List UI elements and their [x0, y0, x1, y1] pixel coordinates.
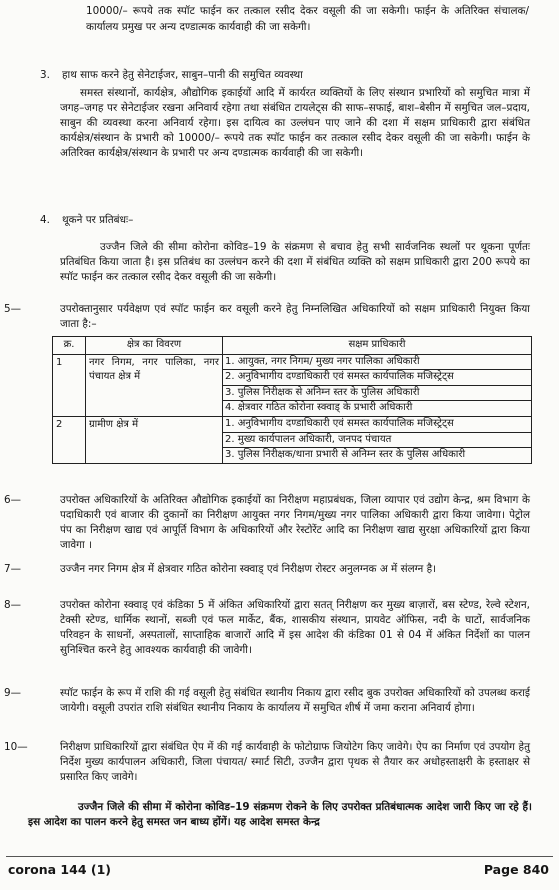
table-header-row	[53, 337, 532, 355]
closing-paragraph: उज्जैन जिले की सीमा में कोरोना कोविड–19 संक्रमण रोकने के लिए उपरोक्त प्रतिबंधात्मक आदेश जारी किए जा रहे हैं। इस आदेश का पालन करने हेतु समस्त जन बाध्य होंगें। यह आदेश समस्त केन्द्र	[28, 801, 532, 828]
table-cell-authorities	[223, 416, 532, 463]
authority-item: 2. मुख्य कार्यपालन अधिकारी, जनपद पंचायत	[223, 433, 531, 449]
authority-item: 3. पुलिस निरीक्षक से अनिम्न स्तर के पुलिस अधिकारी	[223, 386, 531, 402]
item-10-body: निरीक्षण प्राधिकारियों द्वारा संबंधित ऐप में की गई कार्यवाही के फोटोग्राफ जियोटेग किए जावेगे। ऐप का निर्माण एवं उपयोग हेतु निर्देश मुख्य कार्यपालन अधिकारी, जिला पंचायत/ स्मार्ट सिटी, उज्जैन द्वारा पृथक से तैयार कर अधोहस्ताक्षरी के हस्ताक्षर से प्रसारित किए जावेगे।	[60, 741, 530, 783]
authority-table	[52, 336, 532, 464]
footer-filename: corona 144 (1)	[8, 862, 112, 877]
item-10-number: 10—	[4, 741, 28, 753]
table-row	[53, 416, 532, 463]
table-cell-sno: 1	[53, 354, 86, 416]
top-paragraph: 10000/– रूपये तक स्पॉट फाईन कर तत्काल रसीद देकर वसूली की जा सकेगी। फाईन के अतिरिक्त संचालक/कार्यालय प्रमुख पर अन्य दण्डात्मक कार्यवाही की जा सकेगी।	[86, 5, 529, 33]
table-header: क्षेत्र का विवरण	[86, 337, 223, 355]
item-8-body: उपरोक्त कोरोना स्क्वाड् एवं कंडिका 5 में अंकित अधिकारियों द्वारा सतत् निरीक्षण कर मुख्य बाज़ारों, बस स्टेण्ड, रेल्वे स्टेशन, टेक्सी स्टेण्ड, धार्मिक स्थानों, सब्जी एवं फल मार्केट, बैंक, शासकीय संस्थान, प्रायवेट ऑफिस, नदी के घाटों, सार्वजनिक परिवहन के साधनों, अस्पतालों, साप्ताहिक बाजारों आदि में इस आदेश की कंडिका 01 से 04 में अंकित निर्देशों का पालन सुनिश्चित करने हेतु आवश्यक कार्यवाही की जावेगी।	[60, 599, 530, 656]
footer-page-number: Page 840	[483, 862, 549, 877]
item-6-body: उपरोक्त अधिकारियों के अतिरिक्त औद्योगिक इकाईयों का निरीक्षण महाप्रबंधक, जिला व्यापार एवं उद्योग केन्द्र, श्रम विभाग के पदाधिकारी एवं बाजार की दुकानों का निरीक्षण आयुक्त नगर निगम/मुख्य नगर पालिका अधिकारी द्वारा किया जावेगा। पेट्रोल पंप का निरीक्षण खाद्य एवं आपूर्ति विभाग के अधिकारियों और रेस्टोरेंट आदि का निरीक्षण खाद्य सुरक्षा अधिकारियों द्वारा किया जावेगा ।	[60, 494, 530, 551]
item-3-number: 3.	[40, 69, 50, 81]
item-4-title: थूकने पर प्रतिबंधः–	[62, 214, 134, 226]
item-8-number: 8—	[4, 599, 22, 611]
table-cell-authorities	[223, 354, 532, 416]
table-cell-area: नगर निगम, नगर पालिका, नगर पंचायत क्षेत्र में	[86, 354, 223, 416]
footer-divider	[6, 856, 553, 857]
item-3-body: समस्त संस्थानों, कार्यक्षेत्र, औद्योगिक इकाईयों आदि में कार्यरत व्यक्तियों के लिए संस्थान प्रभारियों को समुचित मात्रा में जगह–जगह पर सेनेटाईजर रखना अनिवार्य रहेगा तथा संबंधित टायलेट्स की साफ–सफाई, बाश–बेसीन में समुचित जल–प्रदाय, साबुन की व्यवस्था करना अनिवार्य रहेगा। इस दायित्व का उल्लंघन पाए जाने की दशा में सक्षम प्राधिकारी द्वारा संबंधित कार्यक्षेत्र/संस्थान के प्रभारी को 10000/– रूपये तक स्पॉट फाईन कर तत्काल रसीद देकर वसूली की जा सकेगी। फाईन के अतिरिक्त कार्यक्षेत्र/संस्थान के प्रभारी पर अन्य दण्डात्मक कार्यवाही की जा सकेगी।	[60, 87, 530, 159]
authority-item: 1. आयुक्त, नगर निगम/ मुख्य नगर पालिका अधिकारी	[223, 355, 531, 371]
authority-item: 3. पुलिस निरीक्षक/थाना प्रभारी से अनिम्न स्तर के पुलिस अधिकारी	[225, 449, 466, 461]
item-4-number: 4.	[40, 214, 50, 226]
item-9-number: 9—	[4, 687, 22, 699]
authority-item: 2. अनुविभागीय दण्डाधिकारी एवं समस्त कार्यपालिक मजिस्ट्रेट्स	[223, 370, 531, 386]
item-9-body: स्पॉट फाईन के रूप में राशि की गई वसूली हेतु संबंधित स्थानीय निकाय द्वारा रसीद बुक उपरोक्त अधिकारियों को उपलब्ध कराई जायेगी। वसूली उपरांत राशि संबंधित स्थानीय निकाय के कार्यालय में समुचित शीर्ष में जमा कराना अनिवार्य होगा।	[60, 687, 530, 714]
item-5-body: उपरोक्तानुसार पर्यवेक्षण एवं स्पॉट फाईन कर वसूली करने हेतु निम्नलिखित अधिकारियों को सक्षम प्राधिकारी नियुक्त किया जाता है:–	[60, 303, 530, 330]
item-6-number: 6—	[4, 494, 22, 506]
item-4-body: उज्जैन जिले की सीमा कोरोना कोविड–19 के संक्रमण से बचाव हेतु सभी सार्वजनिक स्थलों पर थूकना पूर्णतः प्रतिबंधित किया जाता है। इस प्रतिबंध का उल्लंघन करने की दशा में संबंधित व्यक्ति को सक्षम प्राधिकारी द्वारा 200 रूपये का स्पॉट फाईन कर तत्काल रसीद देकर वसूली की जा सकेगी।	[60, 241, 530, 283]
item-3-title: हाथ साफ करने हेतु सेनेटाईजर, साबुन–पानी की समुचित व्यवस्था	[62, 69, 303, 81]
authority-item: 4. क्षेत्रवार गठित कोरोना स्क्वाड् के प्रभारी अधिकारी	[225, 402, 413, 414]
table-cell-area: ग्रामीण क्षेत्र में	[86, 416, 223, 463]
item-5-number: 5—	[4, 303, 22, 315]
table-cell-sno: 2	[53, 416, 86, 463]
item-7-body: उज्जैन नगर निगम क्षेत्र में क्षेत्रवार गठित कोरोना स्क्वाड् एवं निरीक्षण रोस्टर अनुलग्नक अ में संलग्न है।	[60, 563, 437, 575]
table-row	[53, 354, 532, 416]
item-7-number: 7—	[4, 563, 22, 575]
authority-item: 1. अनुविभागीय दण्डाधिकारी एवं समस्त कार्यपालिक मजिस्ट्रेट्स	[223, 417, 531, 433]
table-header: सक्षम प्राधिकारी	[223, 337, 532, 355]
table-header: क्र.	[53, 337, 86, 355]
